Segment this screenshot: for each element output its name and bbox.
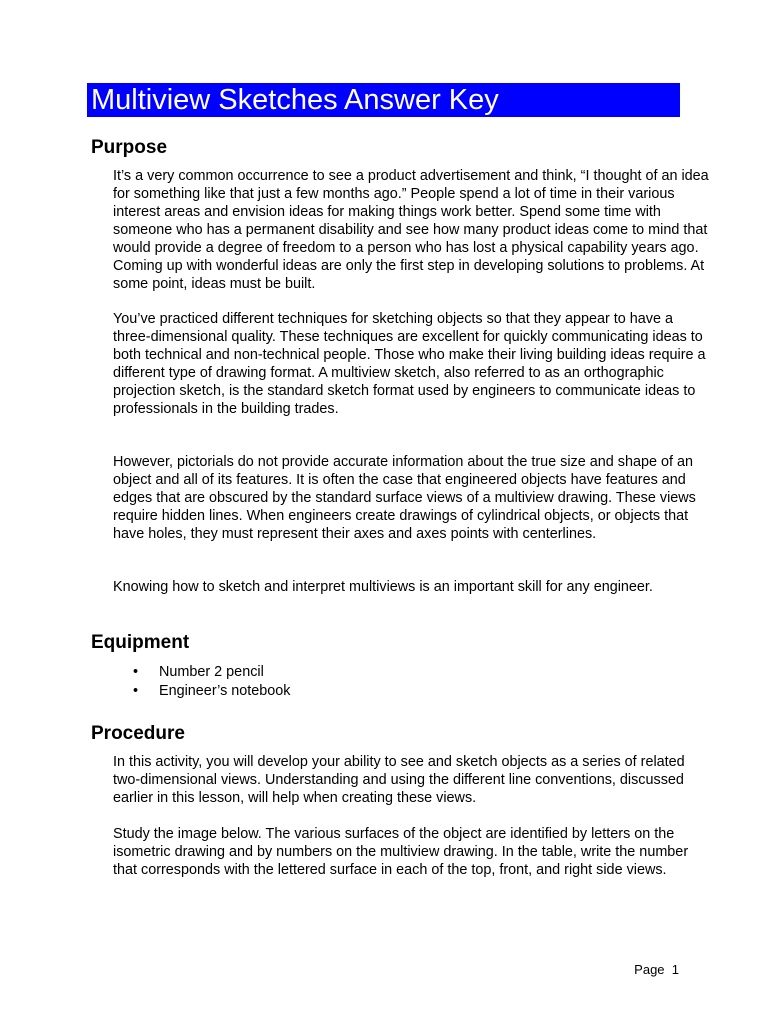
purpose-paragraph-1: It’s a very common occurrence to see a product advertisement and think, “I thought of an idea for something like that just a few months ago.” People spend a lot of time in their various interest areas and envision ideas for making things work better. Spend some time with someone who has a permanent disability and see how many product ideas come to mind that would provide a degree of freedom to a person who has lost a physical capability years ago. Coming up with wonderful ideas are only the first step in developing solutions to problems. At some point, ideas must be built.: [113, 168, 709, 292]
equipment-heading: Equipment: [91, 632, 190, 653]
procedure-heading: Procedure: [91, 723, 185, 744]
equipment-list: [113, 663, 290, 701]
equipment-item: [113, 682, 290, 701]
bullet-icon: •: [133, 664, 139, 680]
equipment-item-label: Number 2 pencil: [159, 664, 264, 680]
purpose-heading: Purpose: [91, 137, 168, 158]
equipment-item: [113, 663, 290, 682]
document-title: Multiview Sketches Answer Key: [87, 83, 680, 117]
purpose-paragraph-4: Knowing how to sketch and interpret multiviews is an important skill for any engineer.: [113, 579, 653, 595]
bullet-icon: •: [133, 683, 139, 699]
purpose-paragraph-3: However, pictorials do not provide accurate information about the true size and shape of an object and all of its features. It is often the case that engineered objects have features and edges that are obscured by the standard surface views of a multiview drawing. These views require hidden lines. When engineers create drawings of cylindrical objects, or objects that have holes, they must represent their axes and axes points with centerlines.: [113, 454, 696, 542]
procedure-paragraph-1: In this activity, you will develop your ability to see and sketch objects as a series of related two-dimensional views. Understanding and using the different line conventions, discussed earlier in this lesson, will help when creating these views.: [113, 754, 685, 806]
procedure-paragraph-2: Study the image below. The various surfaces of the object are identified by letters on the isometric drawing and by numbers on the multiview drawing. In the table, write the number that corresponds with the lettered surface in each of the top, front, and right side views.: [113, 826, 689, 878]
purpose-paragraph-2: You’ve practiced different techniques for sketching objects so that they appear to have a three-dimensional quality. These techniques are excellent for quickly communicating ideas to both technical and non-technical people. Those who make their living building ideas require a different type of drawing format. A multiview sketch, also referred to as an orthographic projection sketch, is the standard sketch format used by engineers to communicate ideas to professionals in the building trades.: [113, 311, 706, 417]
page-number: Page 1: [634, 962, 679, 977]
equipment-item-label: Engineer’s notebook: [159, 683, 291, 699]
